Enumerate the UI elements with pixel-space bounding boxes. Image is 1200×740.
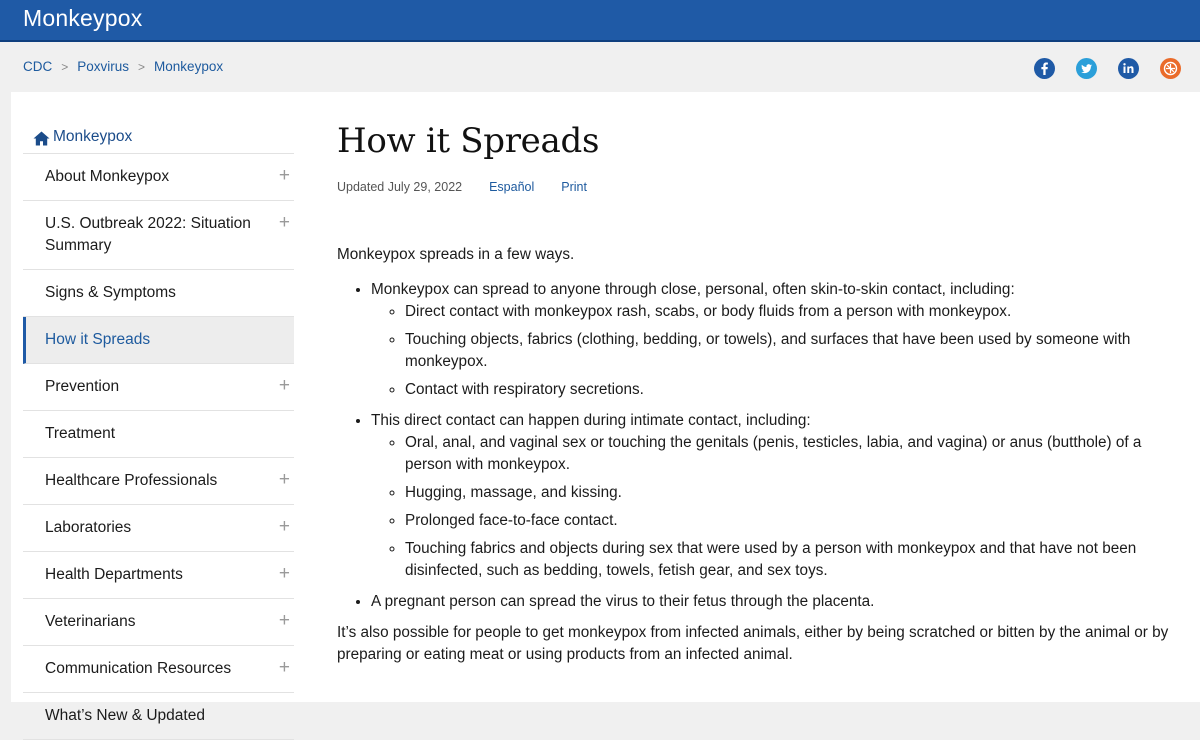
expand-plus-icon[interactable]: + xyxy=(278,165,290,186)
list-item: ◦ Oral, anal, and vaginal sex or touching the genitals (penis, testicles, labia, and vagina) or anus (butthole) of a person with monkeypox. xyxy=(405,432,1187,476)
updated-date: Updated July 29, 2022 xyxy=(337,180,463,194)
closing-paragraph: It’s also possible for people to get monkeypox from infected animals, either by being scratched or bitten by the animal or by preparing or eating meat or using products from an infected animal. xyxy=(337,624,1169,663)
article-body xyxy=(337,244,1187,666)
linkedin-icon[interactable] xyxy=(1118,58,1139,79)
list-item: ◦ Touching fabrics and objects during sex that were used by a person with monkeypox and that have not been disinfected, such as bedding, towels, fetish gear, and sex toys. xyxy=(405,538,1187,582)
sidebar-item-how-it-spreads[interactable] xyxy=(23,317,294,364)
bullet-text: This direct contact can happen during intimate contact, including: xyxy=(371,412,811,429)
sidebar-home-link[interactable] xyxy=(23,92,294,154)
sidebar-item-label: Signs & Symptoms xyxy=(45,284,176,301)
spread-list xyxy=(337,279,1187,613)
breadcrumb-separator: > xyxy=(138,59,146,74)
sub-list xyxy=(371,432,1187,582)
list-item: ◦ Hugging, massage, and kissing. xyxy=(405,482,1187,504)
sidebar-item-us-outbreak[interactable] xyxy=(23,201,294,270)
twitter-icon[interactable] xyxy=(1076,58,1097,79)
list-item: ◦ Direct contact with monkeypox rash, scabs, or body fluids from a person with monkeypox. xyxy=(405,301,1187,323)
sidebar-item-about-monkeypox[interactable] xyxy=(23,154,294,201)
sidebar-item-label: About Monkeypox xyxy=(45,168,170,185)
sidebar-item-label: Healthcare Professionals xyxy=(45,472,218,489)
expand-plus-icon[interactable]: + xyxy=(278,563,290,584)
breadcrumb xyxy=(23,59,223,74)
sidebar-item-healthcare-professionals[interactable] xyxy=(23,458,294,505)
expand-plus-icon[interactable]: + xyxy=(278,657,290,678)
list-item: ◦ Touching objects, fabrics (clothing, bedding, or towels), and surfaces that have been used by someone with monkeypox. xyxy=(405,329,1187,373)
list-item: ◦ Contact with respiratory secretions. xyxy=(405,379,1187,401)
home-icon xyxy=(33,131,50,146)
sidebar-item-label: Veterinarians xyxy=(45,613,136,630)
intro-paragraph: Monkeypox spreads in a few ways. xyxy=(337,246,575,263)
breadcrumb-separator: > xyxy=(61,59,69,74)
sidebar-item-whats-new[interactable] xyxy=(23,693,294,740)
page-meta xyxy=(337,180,587,194)
sidebar-item-label: What’s New & Updated xyxy=(45,707,205,724)
social-share xyxy=(1034,58,1181,79)
sidebar-item-label: Treatment xyxy=(45,425,116,442)
breadcrumb-bar xyxy=(0,44,1200,92)
sidebar-item-laboratories[interactable] xyxy=(23,505,294,552)
sidebar-item-veterinarians[interactable] xyxy=(23,599,294,646)
breadcrumb-poxvirus[interactable]: Poxvirus xyxy=(77,59,130,74)
print-link[interactable]: Print xyxy=(561,180,587,194)
site-title[interactable]: Monkeypox xyxy=(23,5,143,31)
sub-list xyxy=(371,301,1187,401)
sidebar-item-label: Health Departments xyxy=(45,566,183,583)
sidebar-item-signs-symptoms[interactable] xyxy=(23,270,294,317)
breadcrumb-cdc[interactable]: CDC xyxy=(23,59,53,74)
sidebar-item-prevention[interactable] xyxy=(23,364,294,411)
list-item xyxy=(371,591,1187,613)
expand-plus-icon[interactable]: + xyxy=(278,212,290,233)
sidebar-home-label: Monkeypox xyxy=(53,128,133,145)
page-title: How it Spreads xyxy=(337,121,600,161)
breadcrumb-monkeypox[interactable]: Monkeypox xyxy=(154,59,224,74)
sidebar-nav xyxy=(23,92,294,740)
sidebar-item-label: Laboratories xyxy=(45,519,132,536)
espanol-link[interactable]: Español xyxy=(489,180,535,194)
sidebar-item-label: Communication Resources xyxy=(45,660,232,677)
site-header xyxy=(0,0,1200,42)
list-item xyxy=(371,279,1187,401)
syndicate-icon[interactable] xyxy=(1160,58,1181,79)
expand-plus-icon[interactable]: + xyxy=(278,516,290,537)
bullet-text: A pregnant person can spread the virus to their fetus through the placenta. xyxy=(371,593,875,610)
sidebar-item-treatment[interactable] xyxy=(23,411,294,458)
expand-plus-icon[interactable]: + xyxy=(278,375,290,396)
list-item: ◦ Prolonged face-to-face contact. xyxy=(405,510,1187,532)
main-panel xyxy=(11,92,1200,724)
expand-plus-icon[interactable]: + xyxy=(278,610,290,631)
sidebar-item-health-departments[interactable] xyxy=(23,552,294,599)
list-item xyxy=(371,410,1187,582)
sidebar-item-communication-resources[interactable] xyxy=(23,646,294,693)
expand-plus-icon[interactable]: + xyxy=(278,469,290,490)
sidebar-item-label: How it Spreads xyxy=(45,331,151,348)
facebook-icon[interactable] xyxy=(1034,58,1055,79)
sidebar-item-label: U.S. Outbreak 2022: Situation Summary xyxy=(45,215,251,254)
bullet-text: Monkeypox can spread to anyone through close, personal, often skin-to-skin contact, including: xyxy=(371,281,1015,298)
sidebar-item-label: Prevention xyxy=(45,378,120,395)
